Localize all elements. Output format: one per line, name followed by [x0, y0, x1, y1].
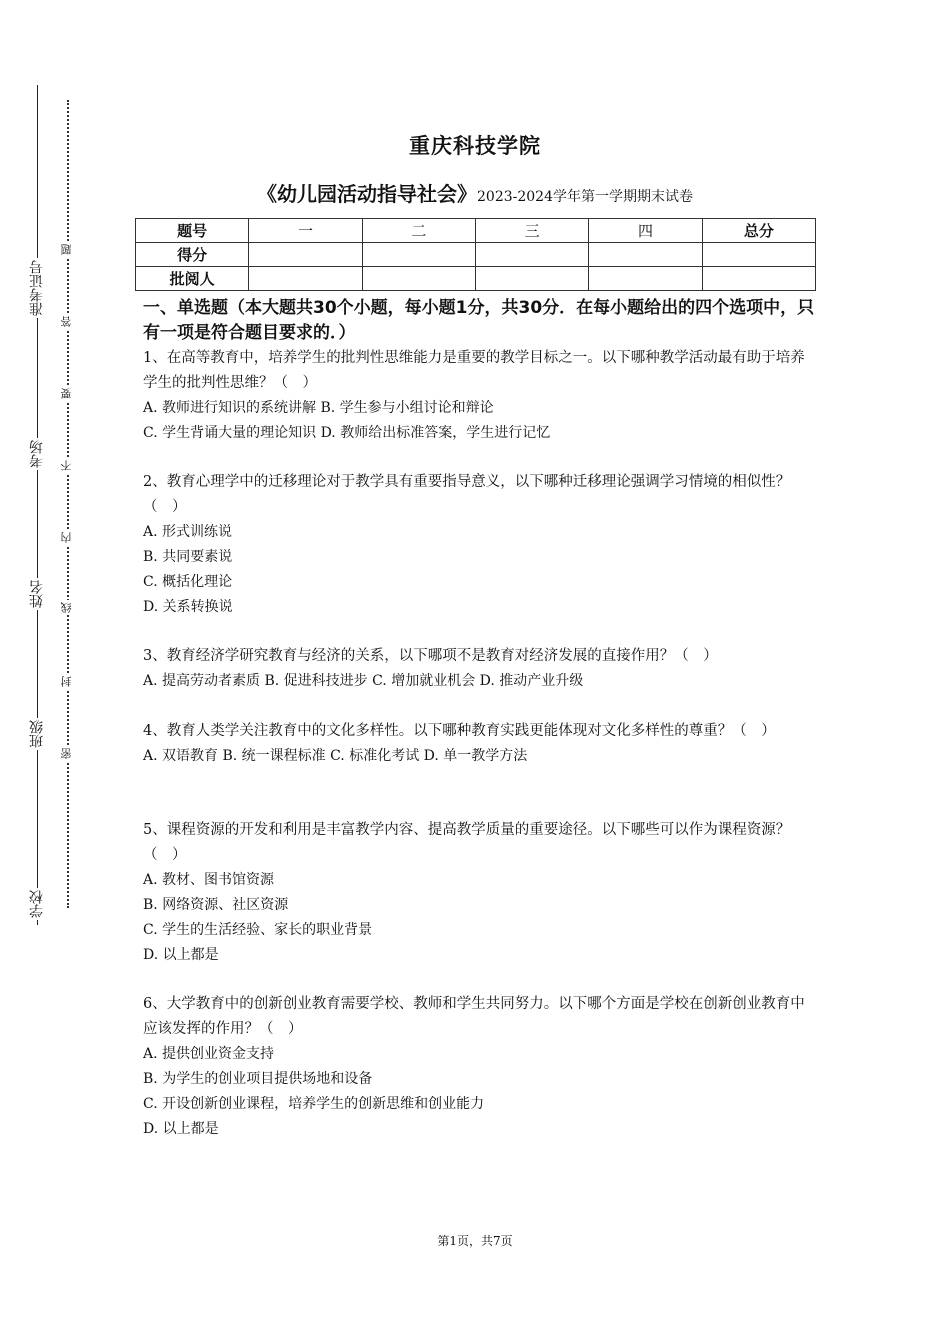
question-3 [143, 644, 818, 694]
seal-dotted-line [67, 100, 69, 908]
score-table-header-cell: 总分 [702, 219, 815, 243]
score-table-header-row [136, 219, 816, 243]
grader-cell [249, 267, 362, 291]
question-stem: 5、课程资源的开发和利用是丰富教学内容、提高教学质量的重要途径。以下哪些可以作为课程资源？（ ） [143, 822, 791, 863]
question-stem: 1、在高等教育中，培养学生的批判性思维能力是重要的教学目标之一。以下哪种教学活动最有助于培养学生的批判性思维？（ ） [143, 350, 805, 391]
seal-char: 封 [60, 676, 73, 687]
question-option: C. 学生背诵大量的理论知识 D. 教师给出标准答案，学生进行记忆 [143, 425, 551, 441]
binding-label-exam-id: 准考证号 [29, 260, 45, 316]
question-option: C. 学生的生活经验、家长的职业背景 [143, 922, 373, 938]
question-1 [143, 346, 818, 446]
binding-label-class: 班级 [29, 720, 45, 748]
grader-cell [589, 267, 702, 291]
grader-cell [475, 267, 588, 291]
seal-char: 答 [60, 316, 73, 327]
score-table-row-score [136, 243, 816, 267]
score-cell [475, 243, 588, 267]
question-option: B. 为学生的创业项目提供场地和设备 [143, 1071, 373, 1087]
seal-char: 密 [60, 748, 73, 759]
seal-char: 内 [60, 532, 73, 543]
question-option: C. 开设创新创业课程，培养学生的创新思维和创业能力 [143, 1096, 485, 1112]
score-cell [589, 243, 702, 267]
score-table-row-grader [136, 267, 816, 291]
grader-row-label: 批阅人 [136, 267, 249, 291]
score-table-header-cell: 题号 [136, 219, 249, 243]
question-option: A. 教师进行知识的系统讲解 B. 学生参与小组讨论和辩论 [143, 400, 494, 416]
question-option: B. 共同要素说 [143, 549, 233, 565]
grader-cell [702, 267, 815, 291]
course-name: 《幼儿园活动指导社会》 [257, 182, 477, 206]
school-name: 重庆科技学院 [409, 134, 541, 158]
score-table-header-cell: 二 [362, 219, 475, 243]
seal-char: 线 [60, 602, 73, 613]
question-option: A. 提供创业资金支持 [143, 1046, 275, 1062]
score-table [135, 218, 816, 291]
seal-char: 题 [60, 244, 73, 255]
question-option: D. 以上都是 [143, 1121, 219, 1137]
binding-label-name: 姓名 [29, 580, 45, 608]
score-cell [702, 243, 815, 267]
question-option: A. 双语教育 B. 统一课程标准 C. 标准化考试 D. 单一教学方法 [143, 748, 528, 764]
score-row-label: 得分 [136, 243, 249, 267]
question-4 [143, 719, 818, 769]
question-2 [143, 470, 818, 620]
section-heading: 一、单选题（本大题共30个小题，每小题1分，共30分．在每小题给出的四个选项中，只有一项是符合题目要求的．） [143, 298, 815, 343]
question-option: C. 概括化理论 [143, 574, 233, 590]
seal-char: 不 [60, 460, 73, 471]
exam-term: 2023-2024学年第一学期期末试卷 [477, 189, 693, 205]
grader-cell [362, 267, 475, 291]
question-option: A. 教材、图书馆资源 [143, 872, 275, 888]
question-stem: 2、教育心理学中的迁移理论对于教学具有重要指导意义，以下哪种迁移理论强调学习情境的相似性？（ ） [143, 474, 791, 515]
question-option: A. 形式训练说 [143, 524, 233, 540]
score-table-header-cell: 三 [475, 219, 588, 243]
score-table-header-cell: 一 [249, 219, 362, 243]
score-cell [249, 243, 362, 267]
question-stem: 3、教育经济学研究教育与经济的关系，以下哪项不是教育对经济发展的直接作用？（ ） [143, 648, 718, 664]
question-6 [143, 992, 818, 1142]
exam-title [0, 178, 950, 207]
page-footer: 第1页，共7页 [437, 1234, 513, 1248]
binding-label-exam-room: 考场 [29, 440, 45, 468]
question-5 [143, 818, 818, 968]
binding-line [37, 85, 38, 925]
score-table-header-cell: 四 [589, 219, 702, 243]
seal-char: 要 [60, 388, 73, 399]
question-option: A. 提高劳动者素质 B. 促进科技进步 C. 增加就业机会 D. 推动产业升级 [143, 673, 584, 689]
question-option: D. 以上都是 [143, 947, 219, 963]
question-stem: 4、教育人类学关注教育中的文化多样性。以下哪种教育实践更能体现对文化多样性的尊重？（ ） [143, 723, 776, 739]
binding-label-school: 学校 [29, 890, 45, 918]
question-option: B. 网络资源、社区资源 [143, 897, 289, 913]
question-stem: 6、大学教育中的创新创业教育需要学校、教师和学生共同努力。以下哪个方面是学校在创新创业教育中应该发挥的作用？（ ） [143, 996, 805, 1037]
score-cell [362, 243, 475, 267]
question-option: D. 关系转换说 [143, 599, 233, 615]
